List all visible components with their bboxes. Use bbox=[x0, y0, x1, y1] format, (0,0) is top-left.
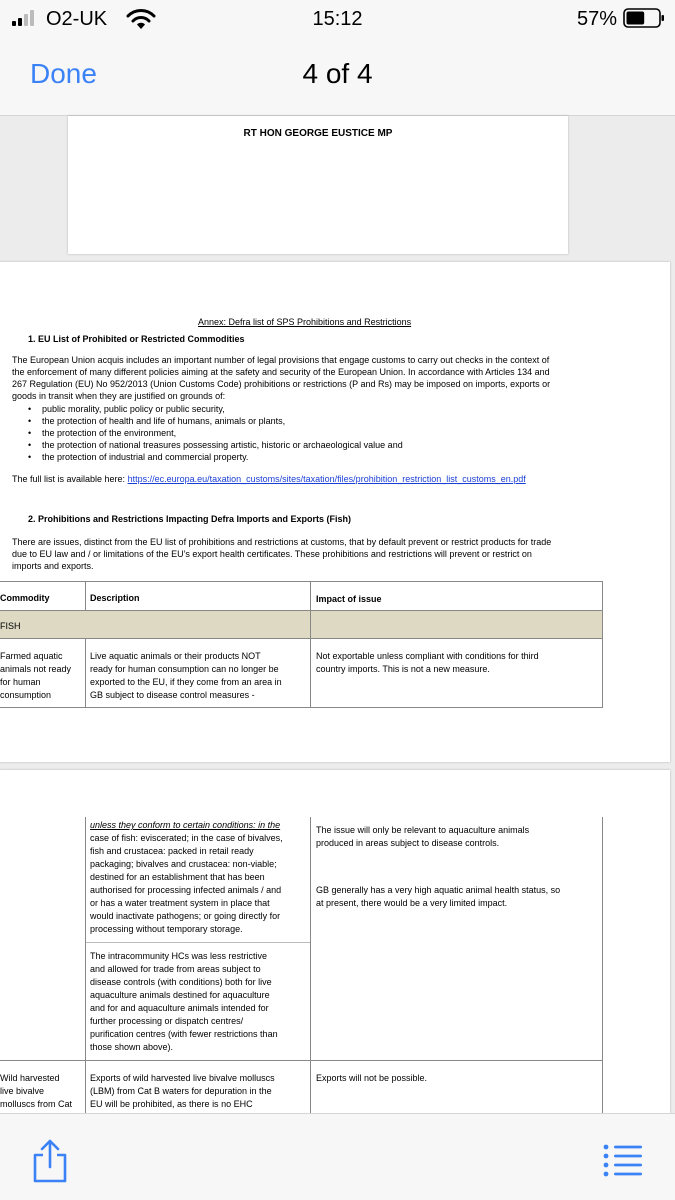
impact-cell-line: GB generally has a very high aquatic animal health status, so bbox=[316, 885, 561, 895]
section1-heading: 1. EU List of Prohibited or Restricted Commodities bbox=[28, 334, 245, 344]
commodity-cell-line: live bivalve bbox=[0, 1086, 45, 1096]
description-cell-line: unless they conform to certain conditions: in the bbox=[90, 820, 281, 830]
fish-band-label: FISH bbox=[0, 621, 21, 631]
description-cell-line: exported to the EU, if they come from an area in bbox=[90, 677, 282, 687]
description-cell-line: fish and crustacea: packed in retail ready bbox=[90, 846, 254, 856]
description-cell-line: authorised for processing infected animals / and bbox=[90, 885, 282, 895]
description-cell-line: further processing or dispatch centres/ bbox=[90, 1016, 244, 1026]
commodity-cell-line: Wild harvested bbox=[0, 1073, 60, 1083]
clock: 15:12 bbox=[312, 8, 363, 30]
description-cell-line: (LBM) from Cat B waters for depuration in the bbox=[90, 1086, 272, 1096]
description-cell-line: GB subject to disease control measures - bbox=[90, 690, 255, 700]
document-page-5[interactable] bbox=[0, 770, 670, 1120]
description-cell-line: Exports of wild harvested live bivalve molluscs bbox=[90, 1073, 275, 1083]
commodity-cell-line: for human bbox=[0, 677, 41, 687]
description-cell-line: would inactivate pathogens; or going directly for bbox=[90, 911, 281, 921]
description-cell-line: aquaculture animals destined for aquaculture bbox=[90, 990, 270, 1000]
document-page-3 bbox=[68, 116, 568, 254]
battery-icon bbox=[623, 8, 665, 28]
description-cell-line: processing without temporary storage. bbox=[90, 924, 243, 934]
section1-para-line: 267 Regulation (EU) No 952/2013 (Union Customs Code) prohibitions or restrictions (P and Rs) may be imposed on imports, exports or bbox=[12, 379, 551, 389]
bullet-item: • the protection of national treasures possessing artistic, historic or archaeological value and bbox=[42, 439, 403, 451]
description-cell-line: packaging; bivalves and crustacea: non-viable; bbox=[90, 859, 277, 869]
done-button[interactable]: Done bbox=[30, 58, 97, 89]
impact-cell-line: produced in areas subject to disease controls. bbox=[316, 838, 500, 848]
description-cell-line: and for and aquaculture animals intended for bbox=[90, 1003, 269, 1013]
section1-para-line: The European Union acquis includes an important number of legal provisions that engage customs to carry out checks in the context of bbox=[12, 355, 550, 365]
description-cell-line: disease controls (with conditions) both for live bbox=[90, 977, 272, 987]
description-cell-line: The intracommunity HCs was less restrictive bbox=[90, 951, 268, 961]
share-icon[interactable] bbox=[30, 1138, 70, 1184]
list-icon[interactable] bbox=[603, 1144, 643, 1178]
impact-cell-line: Not exportable unless compliant with conditions for third bbox=[316, 651, 539, 661]
battery-percent: 57% bbox=[576, 8, 617, 30]
column-header-impact: Impact of issue bbox=[316, 594, 382, 604]
impact-cell-line: The issue will only be relevant to aquaculture animals bbox=[316, 825, 530, 835]
description-cell-line: ready for human consumption can no longer be bbox=[90, 664, 279, 674]
section1-para-line: the enforcement of many different policies aiming at the safety and security of the European Union. In accordance with Articles 134 and bbox=[12, 367, 550, 377]
description-cell-line bbox=[90, 819, 280, 831]
status-bar bbox=[0, 0, 675, 38]
bullet-item: • public morality, public policy or public security, bbox=[42, 403, 225, 415]
column-header-commodity: Commodity bbox=[0, 593, 50, 603]
commodity-cell-line: consumption bbox=[0, 690, 52, 700]
description-cell-line: purification centres (with fewer restrictions than bbox=[90, 1029, 278, 1039]
section1-para-line: goods in transit when they are justified on grounds of: bbox=[12, 391, 226, 401]
section2-heading: 2. Prohibitions and Restrictions Impacting Defra Imports and Exports (Fish) bbox=[28, 514, 352, 524]
description-cell-line: EU will be prohibited, as there is no EHC bbox=[90, 1099, 253, 1109]
nav-bar bbox=[0, 38, 675, 116]
description-cell-line: and allowed for trade from areas subject to bbox=[90, 964, 261, 974]
column-header-description: Description bbox=[90, 593, 140, 603]
commodity-cell-line: molluscs from Cat bbox=[0, 1099, 73, 1109]
impact-cell-line: country imports. This is not a new measure. bbox=[316, 664, 490, 674]
section2-para-line: There are issues, distinct from the EU list of prohibitions and restrictions at customs, that by default prevent or restrict products for trade bbox=[12, 537, 552, 547]
document-page-4[interactable] bbox=[0, 262, 670, 762]
bottom-toolbar bbox=[0, 1113, 675, 1200]
fish-band bbox=[0, 611, 603, 638]
annex-title: Annex: Defra list of SPS Prohibitions and Restrictions bbox=[198, 317, 412, 327]
section2-para-line: imports and exports. bbox=[12, 561, 94, 571]
carrier-name: O2-UK bbox=[46, 8, 108, 30]
description-cell-line: destined for an establishment that has been bbox=[90, 872, 265, 882]
bullet-item: • the protection of health and life of humans, animals or plants, bbox=[42, 415, 285, 427]
description-cell-line: case of fish: eviscerated; in the case of bivalves, bbox=[90, 833, 283, 843]
impact-cell-line: at present, there would be a very limited impact. bbox=[316, 898, 508, 908]
signature-name: RT HON GEORGE EUSTICE MP bbox=[243, 128, 393, 139]
bullet-item: • the protection of industrial and commercial property. bbox=[42, 451, 248, 463]
description-cell-line: Live aquatic animals or their products NOT bbox=[90, 651, 261, 661]
page-indicator: 4 of 4 bbox=[302, 58, 373, 89]
description-cell-line: or has a water treatment system in place that bbox=[90, 898, 270, 908]
impact-cell-line: Exports will not be possible. bbox=[316, 1073, 428, 1083]
section2-para-line: due to EU law and / or limitations of the EU’s export health certificates. These prohibitions and restrictions will prevent or restrict on bbox=[12, 549, 532, 559]
prohibition-list-link[interactable]: https://ec.europa.eu/taxation_customs/sites/taxation/files/prohibition_restriction_list_customs_en.pdf bbox=[127, 474, 526, 484]
commodity-cell-line: animals not ready bbox=[0, 664, 72, 674]
bullet-item: • the protection of the environment, bbox=[42, 427, 176, 439]
full-list-line bbox=[12, 473, 526, 485]
commodity-cell-line: Farmed aquatic bbox=[0, 651, 63, 661]
description-cell-line: those shown above). bbox=[90, 1042, 174, 1052]
full-list-label: The full list is available here: bbox=[12, 474, 128, 484]
